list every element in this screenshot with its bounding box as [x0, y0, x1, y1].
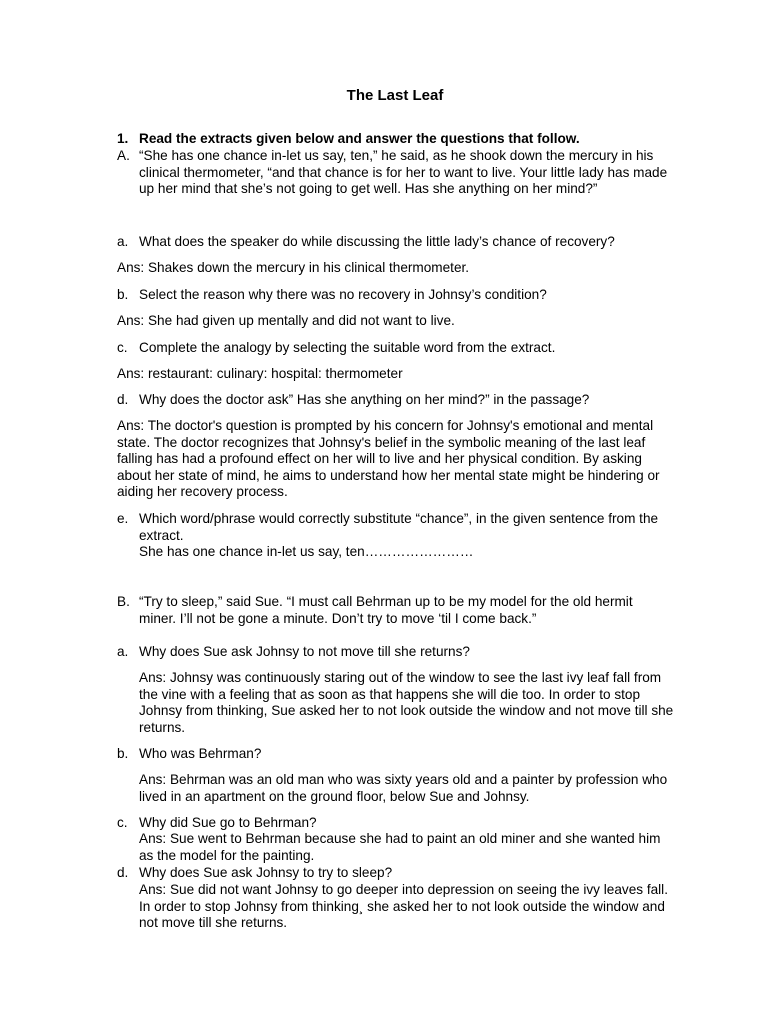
- answer-text: Ans: Behrman was an old man who was sixty years old and a painter by profession who lived in an apartment on the ground floor, below Sue and Johnsy.: [139, 772, 668, 804]
- question-label: a.: [117, 644, 129, 659]
- question-label: b.: [117, 746, 129, 761]
- question-text: Why did Sue go to Behrman?: [139, 815, 317, 830]
- extract-sentence: She has one chance in-let us say, ten……………………: [139, 544, 474, 559]
- question-label: d.: [117, 865, 129, 880]
- question-text: Select the reason why there was no recovery in Johnsy’s condition?: [139, 287, 547, 302]
- question-label: c.: [117, 815, 128, 830]
- question-number: 1.: [117, 131, 129, 146]
- question-text: Who was Behrman?: [139, 746, 262, 761]
- question-label: c.: [117, 340, 128, 355]
- extract-b-text: “Try to sleep,” said Sue. “I must call Behrman up to be my model for the old hermit miner. I’ll not be gone a minute. Don’t try to move ‘til I come back.”: [139, 594, 633, 626]
- answer-text: Ans: The doctor's question is prompted by his concern for Johnsy's emotional and mental state. The doctor recognizes that Johnsy's belief in the symbolic meaning of the last leaf falling has had a profound effect on her will to live and her physical condition. By asking about her state of mind, he aims to understand how her mental state might be hindering or aiding her recovery process.: [117, 418, 660, 499]
- question-text: Why does Sue ask Johnsy to not move till she returns?: [139, 644, 470, 659]
- question-heading: Read the extracts given below and answer the questions that follow.: [139, 131, 580, 146]
- question-label: e.: [117, 511, 129, 526]
- page-title: The Last Leaf: [346, 87, 444, 104]
- question-text: Which word/phrase would correctly substitute “chance”, in the given sentence from the extract.: [139, 511, 659, 543]
- answer-text: Ans: She had given up mentally and did not want to live.: [117, 313, 455, 328]
- answer-text: Ans: Johnsy was continuously staring out of the window to see the last ivy leaf fall from the vine with a feeling that as soon as that happens she will die too. In order to stop Johnsy from thinking, Sue asked her to not look outside the window and not move till she returns.: [139, 670, 674, 735]
- extract-a-label: A.: [117, 148, 130, 163]
- question-label: d.: [117, 392, 129, 407]
- extract-a-text: “She has one chance in-let us say, ten,” he said, as he shook down the mercury in his clinical thermometer, “and that chance is for her to want to live. Your little lady has made up her mind that she’s not going to get well. Has she anything on her mind?”: [139, 148, 668, 196]
- answer-text: Ans: Sue went to Behrman because she had to paint an old miner and she wanted him as the model for the painting.: [139, 831, 661, 863]
- question-text: What does the speaker do while discussing the little lady’s chance of recovery?: [139, 234, 615, 249]
- question-label: a.: [117, 234, 129, 249]
- question-label: b.: [117, 287, 129, 302]
- extract-b-label: B.: [117, 594, 130, 609]
- answer-text: Ans: Sue did not want Johnsy to go deeper into depression on seeing the ivy leaves fall. In order to stop Johnsy from thinking¸ she asked her to not look outside the window and not move till she returns.: [139, 882, 668, 930]
- question-text: Why does Sue ask Johnsy to try to sleep?: [139, 865, 393, 880]
- answer-text: Ans: restaurant: culinary: hospital: thermometer: [117, 366, 403, 381]
- answer-text: Ans: Shakes down the mercury in his clinical thermometer.: [117, 260, 470, 275]
- question-text: Complete the analogy by selecting the suitable word from the extract.: [139, 340, 556, 355]
- question-text: Why does the doctor ask” Has she anything on her mind?” in the passage?: [139, 392, 590, 407]
